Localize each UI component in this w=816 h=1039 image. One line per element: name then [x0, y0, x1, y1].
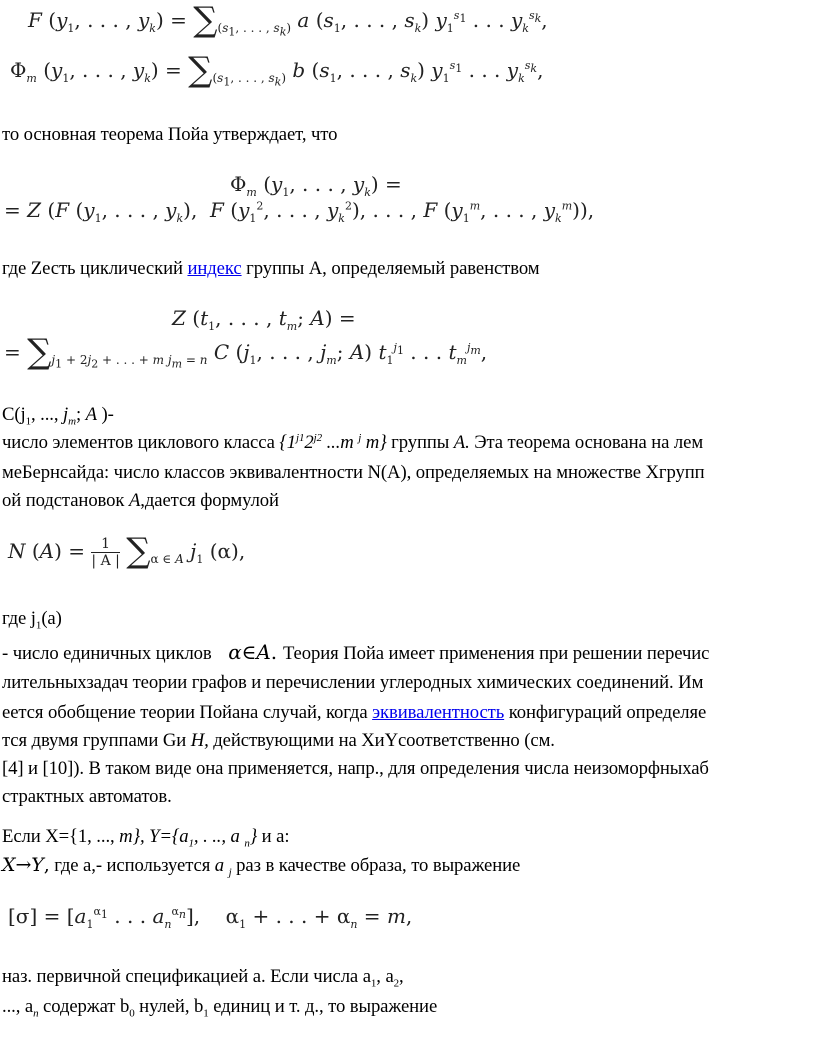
- paragraph-text: меБернсайда: число классов эквивалентности N(A), определяемых на множестве Xгрупп: [2, 462, 705, 483]
- formula-cycle-index-line2: = $\sum_{j_1 + 2j_2 + . . . + m j_m = n}$ C ($j_1$, . . . , $j_m$; A) $t_1^{j_1}$ . . . $t_m^{j_m}$,: [4, 332, 488, 372]
- paragraph-text: где $j_1(a)$: [2, 608, 62, 632]
- paragraph-text: где Zесть циклический индекс группы А, определяемый равенством: [2, 258, 540, 279]
- paragraph-text: - число единичных циклов α∈A. Теория Пойа имеет применения при решении перечис: [2, 640, 710, 664]
- formula-polya-theorem-line1: $\Phi_m$ ($y_1$, . . . , $y_k$) =: [230, 172, 402, 199]
- paragraph-text: [4] и [10]). В таком виде она применяется, напр., для определения числа неизоморфныхаб: [2, 758, 709, 779]
- paragraph-text: лительныхзадач теории графов и перечислении углеродных химических соединений. Им: [2, 672, 704, 693]
- paragraph-text: $C(j_1$, ..., $j_m$; A )-: [2, 404, 114, 428]
- paragraph-text: Если X={1, ..., m}, $Y=\{a_1$, . .., a $_n$} и а:: [2, 826, 290, 850]
- paragraph-text: то основная теорема Пойа утверждает, что: [2, 124, 338, 145]
- paragraph-text: число элементов циклового класса {$1^{j1}2^{j2}$ ...m $^j$ m} группы A. Эта теорема основана на лем: [2, 432, 704, 454]
- paragraph-text: X→Y, где а,- используется a $_j$ раз в качестве образа, то выражение: [2, 854, 521, 879]
- paragraph-text: ой подстановок A,дается формулой: [2, 490, 279, 511]
- formula-generating-function-Phi: $\Phi_m$ ($y_1$, . . . , $y_k) = \sum_{(s_1, . . . , s_k)}$ b ($s_1$, . . . , $s_k$) $y_1^{s_1}$ . . . $y_k^{s_k}$,: [10, 50, 544, 90]
- link-equivalence[interactable]: эквивалентность: [372, 702, 505, 723]
- formula-polya-theorem-line2: = Z (F ($y_1$, . . . , $y_k$), F ($y_1^2$, . . . , $y_k^2$), . . . , F ($y_1^m$, . . . , $y_k^m$)),: [4, 198, 595, 225]
- link-index[interactable]: индекс: [187, 258, 242, 279]
- paragraph-text: тся двумя группами Gи H, действующими на XиYсоответственно (см.: [2, 730, 555, 751]
- paragraph-text: страктных автоматов.: [2, 786, 172, 807]
- formula-primary-specification: $[\sigma] = [a_1^{\alpha_1}$ . . . $a_n^{\alpha_n}$], $\alpha_1$ + . . . + $\alpha_n = m$,: [8, 904, 413, 931]
- formula-cycle-index-line1: Z ($t_1$, . . . , $t_m$; A) =: [172, 306, 356, 333]
- paragraph-text: ..., $a_n$ содержат $b_0$ нулей, $b_1$ единиц и т. д., то выражение: [2, 996, 438, 1020]
- paragraph-text: наз. первичной спецификацией а. Если числа $a_1$, $a_2$,: [2, 966, 404, 990]
- formula-generating-function-F: F ($y_1$, . . . , $y_k) = \sum_{(s_1, . . . , s_k)}$ a ($s_1$, . . . , $s_k$) $y_1^{s_1}$ . . . $y_k^{s_k}$,: [28, 0, 548, 40]
- formula-burnside: N (A) = $\frac{1}{| A |}$ $\sum_{\alpha \in A}$ $j_1$ (α),: [8, 531, 246, 571]
- paragraph-text: еется обобщение теории Пойана случай, когда эквивалентность конфигураций определяе: [2, 702, 707, 723]
